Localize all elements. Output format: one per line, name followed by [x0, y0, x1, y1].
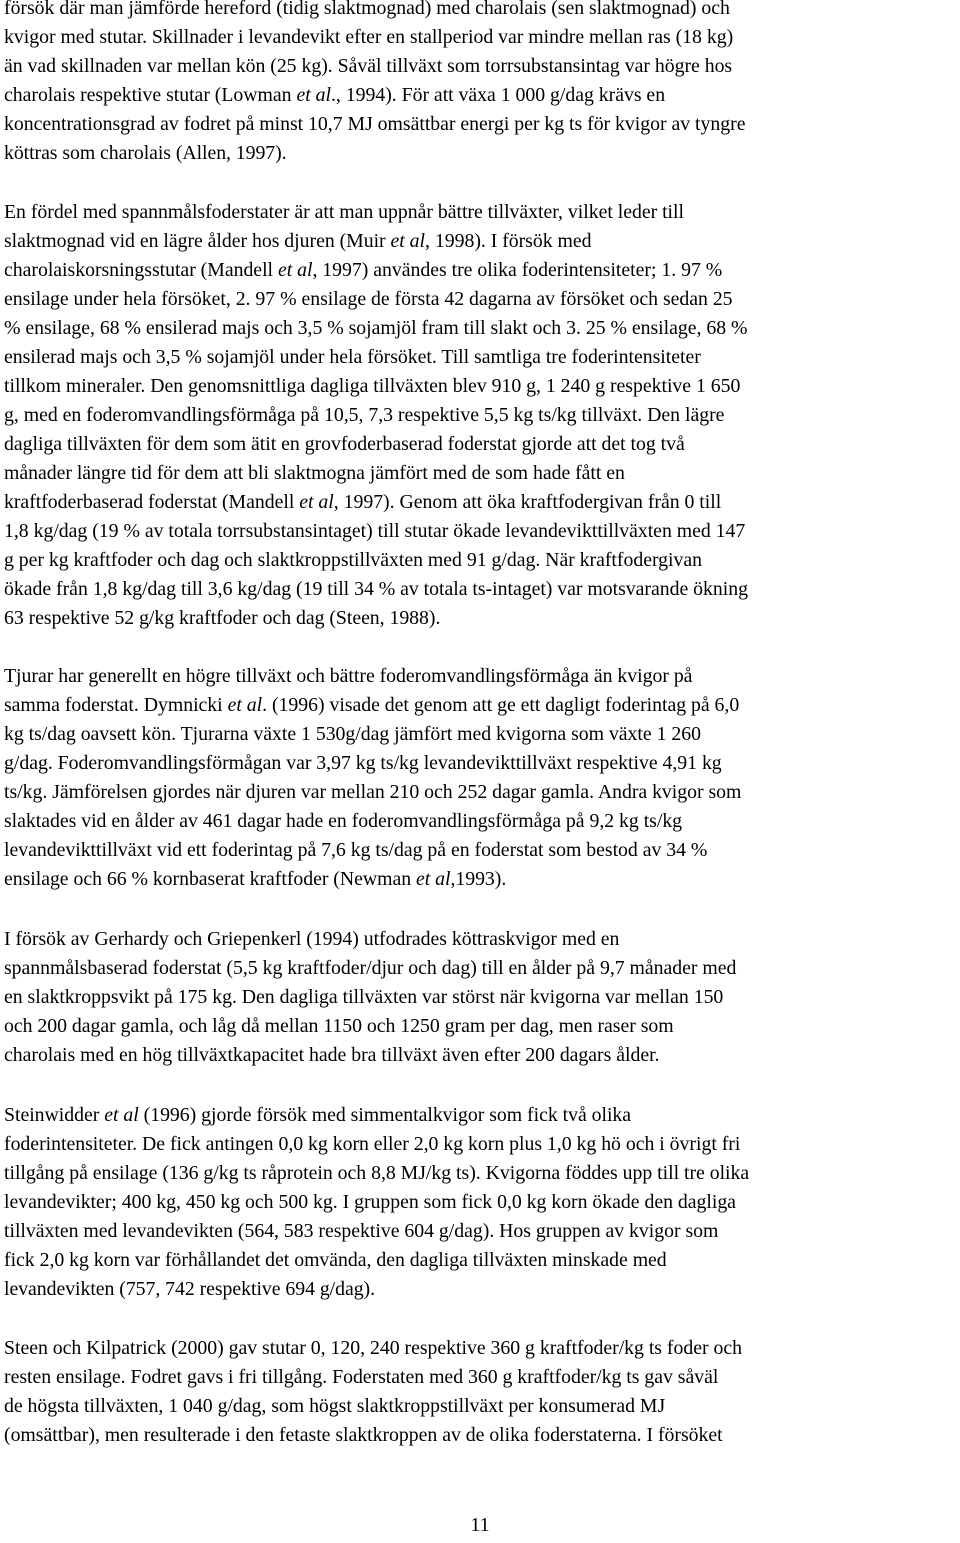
text-run: 1,8 kg/dag (19 % av totala torrsubstansintaget) till stutar ökade levandevikttillväxten med 147 — [4, 520, 746, 542]
text-run: 63 respektive 52 g/kg kraftfoder och dag (Steen, 1988). — [4, 607, 441, 629]
text-run: kraftfoderbaserad foderstat (Mandell — [4, 491, 300, 513]
text-line — [4, 1012, 960, 1041]
page-number: 11 — [470, 1514, 490, 1536]
text-line — [4, 256, 960, 285]
text-run: tillväxten med levandevikten (564, 583 respektive 604 g/dag). Hos gruppen av kvigor som — [4, 1220, 719, 1242]
text-run: tillkom mineraler. Den genomsnittliga dagliga tillväxten blev 910 g, 1 240 g respektive 1 650 — [4, 375, 741, 397]
italic-text-run: et al — [227, 694, 263, 716]
text-run: Steen och Kilpatrick (2000) gav stutar 0, 120, 240 respektive 360 g kraftfoder/kg ts foder och — [4, 1337, 742, 1359]
text-run: månader längre tid för dem att bli slaktmogna jämfört med de som hade fått en — [4, 462, 625, 484]
text-run: charolais med en hög tillväxtkapacitet hade bra tillväxt även efter 200 dagars ålder. — [4, 1044, 660, 1066]
text-line — [4, 372, 960, 401]
text-run: En fördel med spannmålsfoderstater är att man uppnår bättre tillväxter, vilket leder till — [4, 201, 684, 223]
italic-text-run: et al — [296, 84, 331, 106]
paragraph-4 — [4, 925, 960, 1070]
text-line — [4, 1217, 960, 1246]
text-run: ., 1994). För att växa 1 000 g/dag krävs en — [330, 84, 666, 106]
text-run: de högsta tillväxten, 1 040 g/dag, som högst slaktkroppstillväxt per konsumerad MJ — [4, 1395, 666, 1417]
text-line — [4, 1159, 960, 1188]
text-run: charolaiskorsningsstutar (Mandell — [4, 259, 278, 281]
text-run: , 1998). I försök med — [425, 230, 592, 252]
text-run: I försök av Gerhardy och Griepenkerl (1994) utfodrades köttraskvigor med en — [4, 928, 620, 950]
text-run: köttras som charolais (Allen, 1997). — [4, 142, 287, 164]
text-run: resten ensilage. Fodret gavs i fri tillgång. Foderstaten med 360 g kraftfoder/kg ts gav såväl — [4, 1366, 719, 1388]
text-run: . (1996) visade det genom att ge ett dagligt foderintag på 6,0 — [262, 694, 740, 716]
text-line — [4, 575, 960, 604]
text-run: charolais respektive stutar (Lowman — [4, 84, 297, 106]
text-line — [4, 1246, 960, 1275]
text-run: , 1997). Genom att öka kraftfodergivan från 0 till — [333, 491, 722, 513]
text-run: en slaktkroppsvikt på 175 kg. Den dagliga tillväxten var störst när kvigorna var mellan 150 — [4, 986, 724, 1008]
text-run: koncentrationsgrad av fodret på minst 10,7 MJ omsättbar energi per kg ts för kvigor av tyngre — [4, 113, 746, 135]
italic-text-run: et al — [104, 1104, 139, 1126]
italic-text-run: et al — [415, 868, 451, 890]
text-run: slaktmognad vid en lägre ålder hos djuren (Muir — [4, 230, 391, 252]
text-line — [4, 807, 960, 836]
text-line — [4, 52, 960, 81]
text-line — [4, 1275, 960, 1304]
text-line — [4, 343, 960, 372]
italic-text-run: et al — [390, 230, 426, 252]
text-run: Tjurar har generellt en högre tillväxt och bättre foderomvandlingsförmåga än kvigor på — [4, 665, 693, 687]
text-line — [4, 983, 960, 1012]
paragraph-5 — [4, 1101, 960, 1304]
text-line — [4, 749, 960, 778]
text-run: (omsättbar), men resulterade i den fetaste slaktkroppen av de olika foderstaterna. I försöket — [4, 1424, 723, 1446]
paragraph-2 — [4, 198, 960, 633]
text-run: och 200 dagar gamla, och låg då mellan 1150 och 1250 gram per dag, men raser som — [4, 1015, 674, 1037]
text-run: kvigor med stutar. Skillnader i levandevikt efter en stallperiod var mindre mellan ras (18 kg) — [4, 26, 734, 48]
text-run: ts/kg. Jämförelsen gjordes när djuren var mellan 210 och 252 dagar gamla. Andra kvigor som — [4, 781, 742, 803]
text-line — [4, 198, 960, 227]
text-line — [4, 1334, 960, 1363]
text-line — [4, 865, 960, 894]
text-line — [4, 314, 960, 343]
text-run: fick 2,0 kg korn var förhållandet det omvända, den dagliga tillväxten minskade med — [4, 1249, 667, 1271]
text-line — [4, 1421, 960, 1450]
text-line — [4, 546, 960, 575]
text-line — [4, 720, 960, 749]
italic-text-run: et al — [277, 259, 313, 281]
text-line — [4, 401, 960, 430]
text-line — [4, 139, 960, 168]
text-line — [4, 778, 960, 807]
text-line — [4, 1188, 960, 1217]
text-run: ensilerad majs och 3,5 % sojamjöl under hela försöket. Till samtliga tre foderintensiteter — [4, 346, 701, 368]
paragraph-6 — [4, 1334, 960, 1450]
text-run: dagliga tillväxten för dem som ätit en grovfoderbaserad foderstat gjorde att det tog två — [4, 433, 685, 455]
text-run: Steinwidder — [4, 1104, 105, 1126]
text-run: ,1993). — [450, 868, 507, 890]
text-run: ökade från 1,8 kg/dag till 3,6 kg/dag (19 till 34 % av totala ts-intaget) var motsvarande ökning — [4, 578, 749, 600]
text-run: % ensilage, 68 % ensilerad majs och 3,5 % sojamjöl fram till slakt och 3. 25 % ensilage, 68 % — [4, 317, 748, 339]
text-run: kg ts/dag oavsett kön. Tjurarna växte 1 530g/dag jämfört med kvigorna som växte 1 260 — [4, 723, 701, 745]
text-line — [4, 1101, 960, 1130]
text-run: , 1997) användes tre olika foderintensiteter; 1. 97 % — [312, 259, 723, 281]
text-line — [4, 459, 960, 488]
text-line — [4, 604, 960, 633]
text-run: g, med en foderomvandlingsförmåga på 10,5, 7,3 respektive 5,5 kg ts/kg tillväxt. Den lägre — [4, 404, 725, 426]
text-line — [4, 517, 960, 546]
text-line — [4, 23, 960, 52]
text-line — [4, 1130, 960, 1159]
paragraph-3 — [4, 662, 960, 894]
text-line — [4, 1392, 960, 1421]
text-run: slaktades vid en ålder av 461 dagar hade en foderomvandlingsförmåga på 9,2 kg ts/kg — [4, 810, 683, 832]
text-run: tillgång på ensilage (136 g/kg ts råprotein och 8,8 MJ/kg ts). Kvigorna föddes upp till tre olika — [4, 1162, 750, 1184]
text-run: levandevikten (757, 742 respektive 694 g/dag). — [4, 1278, 375, 1300]
text-line — [4, 836, 960, 865]
text-run: g/dag. Foderomvandlingsförmågan var 3,97 kg ts/kg levandevikttillväxt respektive 4,91 kg — [4, 752, 722, 774]
text-line — [4, 430, 960, 459]
text-line — [4, 925, 960, 954]
text-line — [4, 110, 960, 139]
text-run: levandevikttillväxt vid ett foderintag på 7,6 kg ts/dag på en foderstat som bestod av 34 % — [4, 839, 708, 861]
text-line — [4, 1041, 960, 1070]
paragraph-1 — [4, 0, 960, 168]
text-line — [4, 1363, 960, 1392]
text-run: (1996) gjorde försök med simmentalkvigor som fick två olika — [138, 1104, 632, 1126]
text-line — [4, 954, 960, 983]
text-run: foderintensiteter. De fick antingen 0,0 kg korn eller 2,0 kg korn plus 1,0 kg hö och i övrigt fri — [4, 1133, 741, 1155]
text-run: spannmålsbaserad foderstat (5,5 kg kraftfoder/djur och dag) till en ålder på 9,7 månader med — [4, 957, 737, 979]
text-run: försök där man jämförde hereford (tidig slaktmognad) med charolais (sen slaktmognad) och — [4, 0, 730, 19]
text-line — [4, 662, 960, 691]
text-line — [4, 0, 960, 23]
text-run: ensilage och 66 % kornbaserat kraftfoder (Newman — [4, 868, 416, 890]
text-line — [4, 488, 960, 517]
italic-text-run: et al — [299, 491, 334, 513]
text-run: än vad skillnaden var mellan kön (25 kg). Såväl tillväxt som torrsubstansintag var högre hos — [4, 55, 733, 77]
text-line — [4, 691, 960, 720]
text-run: levandevikter; 400 kg, 450 kg och 500 kg. I gruppen som fick 0,0 kg korn ökade den dagliga — [4, 1191, 736, 1213]
text-line — [4, 227, 960, 256]
text-run: ensilage under hela försöket, 2. 97 % ensilage de första 42 dagarna av försöket och sedan 25 — [4, 288, 733, 310]
text-run: samma foderstat. Dymnicki — [4, 694, 228, 716]
text-line — [4, 285, 960, 314]
text-run: g per kg kraftfoder och dag och slaktkroppstillväxten med 91 g/dag. När kraftfodergivan — [4, 549, 703, 571]
text-line — [4, 81, 960, 110]
